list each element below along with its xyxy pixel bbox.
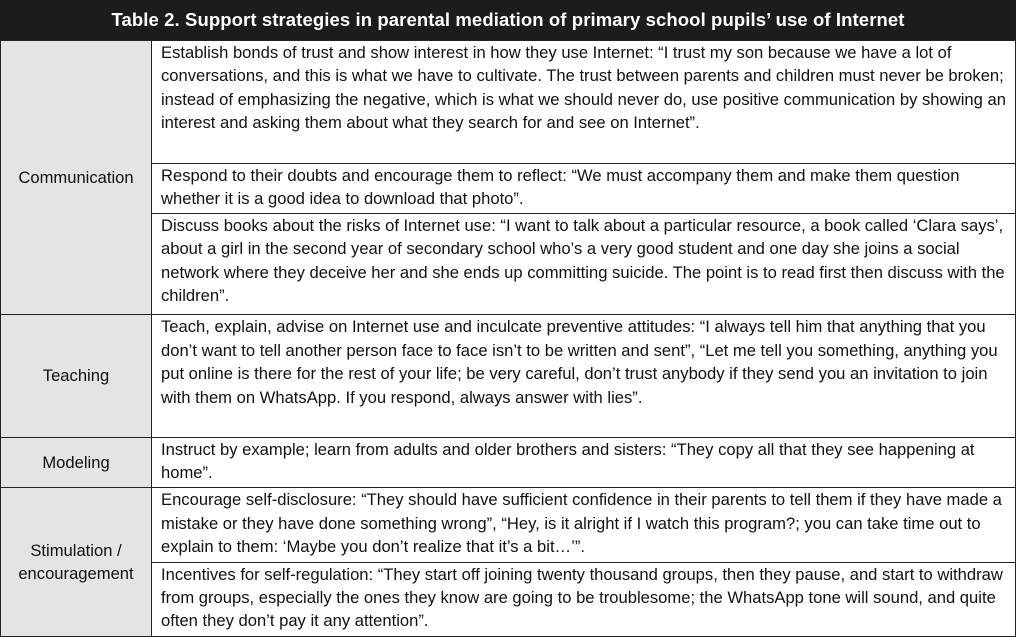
- table-row: [1, 41, 1016, 164]
- table-row: [1, 562, 1016, 636]
- strategy-cell: Instruct by example; learn from adults and older brothers and sisters: “They copy all that they see happening at home”.: [152, 437, 1016, 487]
- table-title: Table 2. Support strategies in parental mediation of primary school pupils’ use of Internet: [0, 0, 1016, 40]
- table-row: [1, 488, 1016, 562]
- strategies-grid: [0, 40, 1016, 637]
- category-communication: Communication: [1, 41, 152, 315]
- table-row: [1, 163, 1016, 213]
- strategy-cell: Encourage self-disclosure: “They should have sufficient confidence in their parents to tell them if they have made a mistake or they have done something wrong”, “Hey, is it alright if I watch this program?; you can take time out to explain to them: ‘Maybe you don’t realize that it’s a bit…’”.: [152, 488, 1016, 562]
- strategy-cell: Discuss books about the risks of Internet use: “I want to talk about a particular resource, a book called ‘Clara says’, about a girl in the second year of secondary school who’s a very good student and one day she joins a social network where they deceive her and she ends up committing suicide. The point is to read first then discuss with the children”.: [152, 213, 1016, 315]
- category-modeling: Modeling: [1, 437, 152, 487]
- table-row: [1, 437, 1016, 487]
- table-row: [1, 315, 1016, 438]
- category-teaching: Teaching: [1, 315, 152, 438]
- strategy-cell: Establish bonds of trust and show interest in how they use Internet: “I trust my son because we have a lot of conversations, and this is what we have to cultivate. The trust between parents and children must never be broken; instead of emphasizing the negative, which is what we should never do, use positive communication by showing an interest and asking them about what they search for and see on Internet”.: [152, 41, 1016, 164]
- strategy-cell: Teach, explain, advise on Internet use and inculcate preventive attitudes: “I always tell him that anything that you don’t want to tell another person face to face isn’t to be written and sent”, “Let me tell you something, anything you put online is there for the rest of your life; be very careful, don’t trust anybody if they send you an invitation to join with them on WhatsApp. If you respond, always answer with lies”.: [152, 315, 1016, 438]
- strategy-cell: Incentives for self-regulation: “They start off joining twenty thousand groups, then they pause, and start to withdraw from groups, especially the ones they know are going to be troublesome; the WhatsApp tone will sound, and quite often they don’t pay it any attention”.: [152, 562, 1016, 636]
- strategy-cell: Respond to their doubts and encourage them to reflect: “We must accompany them and make them question whether it is a good idea to download that photo”.: [152, 163, 1016, 213]
- table-row: [1, 213, 1016, 315]
- category-stimulation: Stimulation / encouragement: [1, 488, 152, 637]
